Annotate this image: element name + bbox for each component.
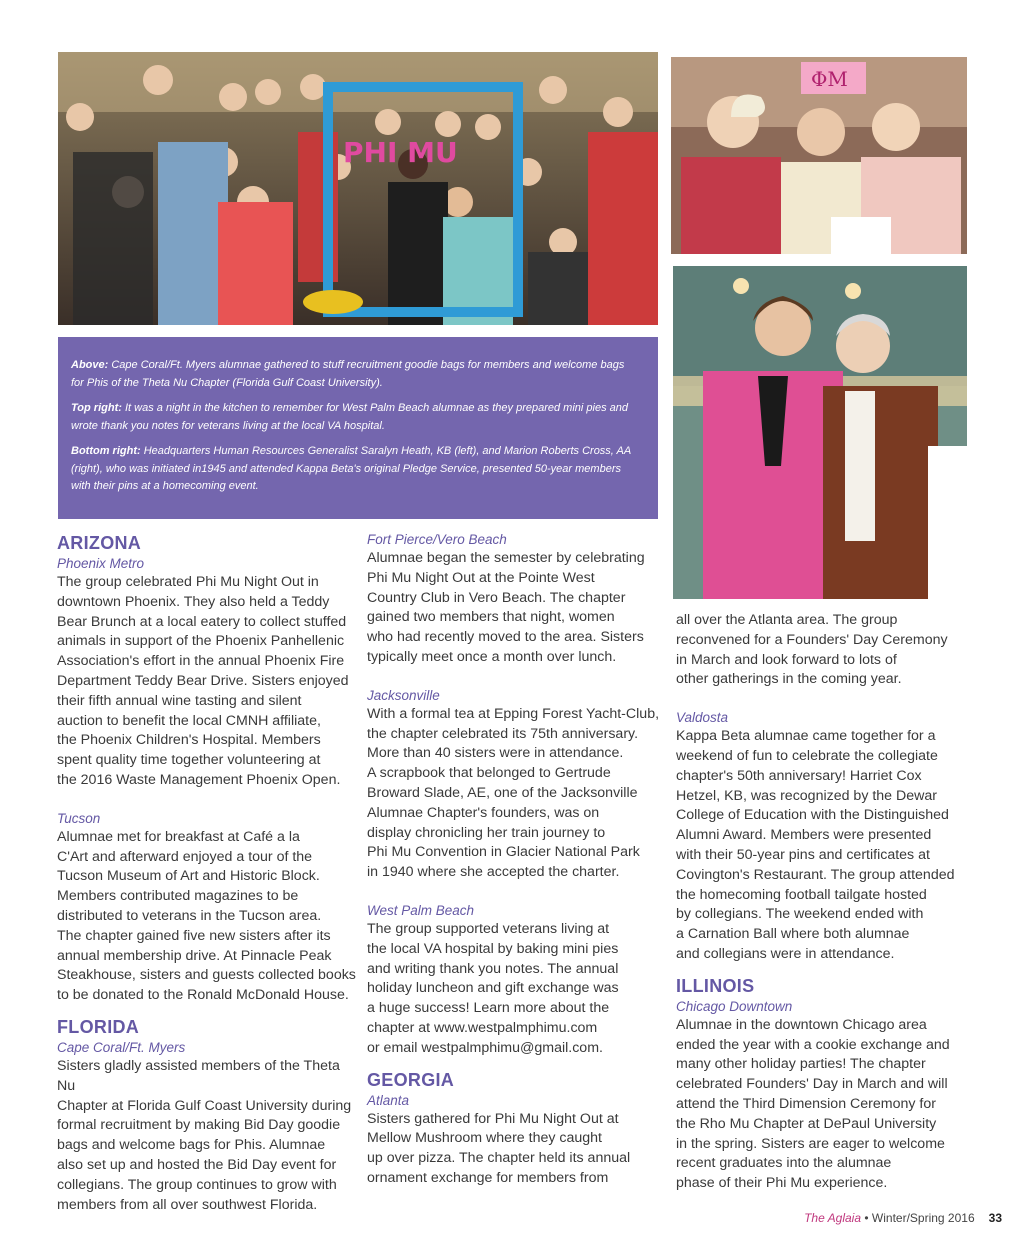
text-line: the homecoming football tailgate hosted (676, 886, 927, 903)
text-line: ornament exchange for members from (367, 1169, 609, 1186)
photo-west-palm-beach-kitchen (671, 57, 967, 254)
text-line: auction to benefit the local CMNH affiliate, (57, 712, 321, 729)
paragraph-phoenix (57, 573, 357, 791)
chapter-title-phoenix: Phoenix Metro (57, 556, 145, 571)
column-2 (367, 530, 667, 1189)
state-heading-arizona: ARIZONA (57, 533, 142, 553)
text-line: typically meet once a month over lunch. (367, 648, 617, 665)
text-line: With a formal tea at Epping Forest Yacht-Club, (367, 705, 660, 722)
text-line: Phi Mu Night Out at the Pointe West (367, 569, 595, 586)
text-line: Members contributed magazines to be (57, 888, 299, 905)
sign-text: ΦΜ (811, 67, 848, 91)
text-line: formal recruitment by making Bid Day goodie (57, 1117, 341, 1134)
text-line: the local VA hospital by baking mini pies (367, 940, 619, 957)
state-heading-illinois: ILLINOIS (676, 975, 755, 996)
text-line: College of Education with the Distinguished (676, 807, 949, 824)
text-line: The chapter gained five new sisters after its (57, 927, 331, 944)
text-line: More than 40 sisters were in attendance. (367, 745, 624, 762)
text-line: gained two members that night, women (367, 609, 615, 626)
chapter-title-west-palm-beach: West Palm Beach (367, 902, 475, 918)
footer-separator: • (861, 1211, 872, 1225)
text-line: Steakhouse, sisters and guests collected books (57, 967, 356, 984)
caption-top-right: Top right: It was a night in the kitchen to remember for West Palm Beach alumnae as they prepared mini pies and wrote thank you notes for veterans living at the local VA hospital. (71, 402, 628, 432)
chapter-title-chicago: Chicago Downtown (676, 998, 793, 1014)
chapter-title-atlanta: Atlanta (367, 1092, 410, 1108)
page-footer (804, 1211, 1002, 1225)
text-line: Alumnae Chapter's founders, was on (367, 804, 600, 821)
text-line: Phi Mu Convention in Glacier National Park (367, 844, 640, 861)
text-line: phase of their Phi Mu experience. (676, 1175, 888, 1192)
text-line: Alumnae began the semester by celebrating (367, 550, 645, 566)
text-line: attend the Third Dimension Ceremony for (676, 1095, 936, 1112)
text-line: chapter's 50th anniversary! Harriet Cox (676, 767, 922, 784)
text-line: members from all over southwest Florida. (57, 1196, 318, 1213)
text-line: Sisters gathered for Phi Mu Night Out at (367, 1110, 619, 1127)
text-line: Alumni Award. Members were presented (676, 827, 932, 844)
text-line: collegians. The group continues to grow with (57, 1176, 337, 1193)
text-line: Chapter at Florida Gulf Coast University during (57, 1097, 352, 1114)
chapter-title-cape-coral: Cape Coral/Ft. Myers (57, 1039, 186, 1055)
text-line: the Rho Mu Chapter at DePaul University (676, 1115, 937, 1132)
text-line: Hetzel, KB, was recognized by the Dewar (676, 787, 938, 804)
paragraph-jacksonville (367, 705, 667, 883)
text-line: chapter at www.westpalmphimu.com (367, 1019, 598, 1036)
caption-bottom-right: Bottom right: Headquarters Human Resources Generalist Saralyn Heath, KB (left), and Marion Roberts Cross, AA (right), who was initiated in1945 and attended Kappa Beta's original Pledge Service, presented 50-year members with their pins at a homecoming event. (71, 445, 631, 492)
text-line: Association's effort in the annual Phoenix Fire (57, 653, 345, 670)
chapter-title-fort-pierce: Fort Pierce/Vero Beach (367, 532, 507, 547)
paragraph-atlanta-continued (676, 611, 976, 690)
text-line: annual membership drive. At Pinnacle Peak (57, 947, 332, 964)
text-line: distributed to veterans in the Tucson area. (57, 907, 322, 924)
text-line: all over the Atlanta area. The group (676, 612, 898, 628)
group-photo-cape-coral (58, 52, 658, 325)
state-heading-georgia: GEORGIA (367, 1069, 455, 1090)
text-line: holiday luncheon and gift exchange was (367, 980, 619, 997)
text-line: Alumnae in the downtown Chicago area (676, 1016, 927, 1033)
text-line: Covington's Restaurant. The group attended (676, 866, 955, 883)
text-line: in 1940 where she accepted the charter. (367, 864, 620, 881)
text-line: their fifth annual wine tasting and silent (57, 692, 302, 709)
text-line: in the spring. Sisters are eager to welcome (676, 1135, 945, 1152)
text-line: and writing thank you notes. The annual (367, 960, 619, 977)
text-line: to be donated to the Ronald McDonald House. (57, 987, 349, 1004)
text-line: downtown Phoenix. They also held a Teddy (57, 593, 330, 610)
caption-above: Above: Cape Coral/Ft. Myers alumnae gathered to stuff recruitment goodie bags for members and welcome bags for Phis of the Theta Nu Chapter (Florida Gulf Coast University). (71, 359, 625, 389)
text-line: celebrated Founders' Day in March and will (676, 1076, 948, 1093)
text-line: reconvened for a Founders' Day Ceremony (676, 631, 948, 648)
paragraph-atlanta (367, 1110, 667, 1189)
text-line: by collegians. The weekend ended with (676, 906, 924, 923)
text-line: animals in support of the Phoenix Panhellenic (57, 633, 345, 650)
page-number: 33 (988, 1211, 1002, 1225)
text-line: The group supported veterans living at (367, 920, 610, 937)
text-line: the chapter celebrated its 75th anniversary. (367, 725, 639, 742)
text-line: up over pizza. The chapter held its annual (367, 1150, 631, 1167)
text-line: the 2016 Waste Management Phoenix Open. (57, 771, 341, 788)
paragraph-fort-pierce (367, 549, 667, 668)
paragraph-tucson (57, 828, 357, 1006)
text-line: the Phoenix Children's Hospital. Members (57, 732, 321, 749)
paragraph-cape-coral (57, 1057, 357, 1215)
text-line: recent graduates into the alumnae (676, 1155, 892, 1172)
text-line: weekend of fun to celebrate the collegiate (676, 747, 938, 764)
text-line: ended the year with a cookie exchange and (676, 1036, 950, 1053)
text-line: A scrapbook that belonged to Gertrude (367, 765, 611, 782)
issue-label: Winter/Spring 2016 (871, 1211, 975, 1225)
text-line: Tucson Museum of Art and Historic Block. (57, 868, 320, 885)
paragraph-west-palm-beach (367, 920, 667, 1059)
text-line: The group celebrated Phi Mu Night Out in (57, 574, 319, 590)
chapter-title-jacksonville: Jacksonville (367, 687, 440, 703)
paragraph-chicago (676, 1016, 976, 1194)
magazine-name: The Aglaia (804, 1211, 862, 1225)
text-line: Alumnae met for breakfast at Café a la (57, 828, 300, 845)
text-line: Kappa Beta alumnae came together for a (676, 728, 936, 745)
photo-homecoming-heath-cross (673, 266, 967, 599)
text-line: a Carnation Ball where both alumnae (676, 926, 910, 943)
text-line: or email westpalmphimu@gmail.com. (367, 1039, 603, 1056)
chapter-title-tucson: Tucson (57, 810, 101, 826)
text-line: Mellow Mushroom where they caught (367, 1130, 602, 1147)
text-line: Sisters gladly assisted members of the Theta Nu (57, 1057, 340, 1094)
column-1 (57, 532, 357, 1215)
text-line: a huge success! Learn more about the (367, 1000, 610, 1017)
text-line: other gatherings in the coming year. (676, 671, 902, 688)
photo-caption-box (58, 337, 658, 519)
text-line: Broward Slade, AE, one of the Jacksonville (367, 784, 638, 801)
text-line: many other holiday parties! The chapter (676, 1056, 926, 1073)
text-line: Department Teddy Bear Drive. Sisters enjoyed (57, 672, 349, 689)
text-line: C'Art and afterward enjoyed a tour of the (57, 848, 313, 865)
text-line: who had recently moved to the area. Sisters (367, 629, 644, 646)
column-3 (676, 611, 976, 1194)
chapter-title-valdosta: Valdosta (676, 710, 729, 726)
text-line: and collegians were in attendance. (676, 945, 895, 962)
paragraph-valdosta (676, 727, 976, 965)
text-line: also set up and hosted the Bid Day event for (57, 1156, 337, 1173)
state-heading-florida: FLORIDA (57, 1016, 140, 1037)
text-line: display chronicling her train journey to (367, 824, 606, 841)
text-line: Bear Brunch at a local eatery to collect stuffed (57, 613, 347, 630)
text-line: spent quality time together volunteering at (57, 752, 321, 769)
text-line: in March and look forward to lots of (676, 651, 897, 668)
text-line: bags and welcome bags for Phis. Alumnae (57, 1137, 326, 1154)
text-line: with their 50-year pins and certificates at (676, 846, 930, 863)
frame-text: PHI MU (343, 136, 458, 169)
text-line: Country Club in Vero Beach. The chapter (367, 589, 626, 606)
